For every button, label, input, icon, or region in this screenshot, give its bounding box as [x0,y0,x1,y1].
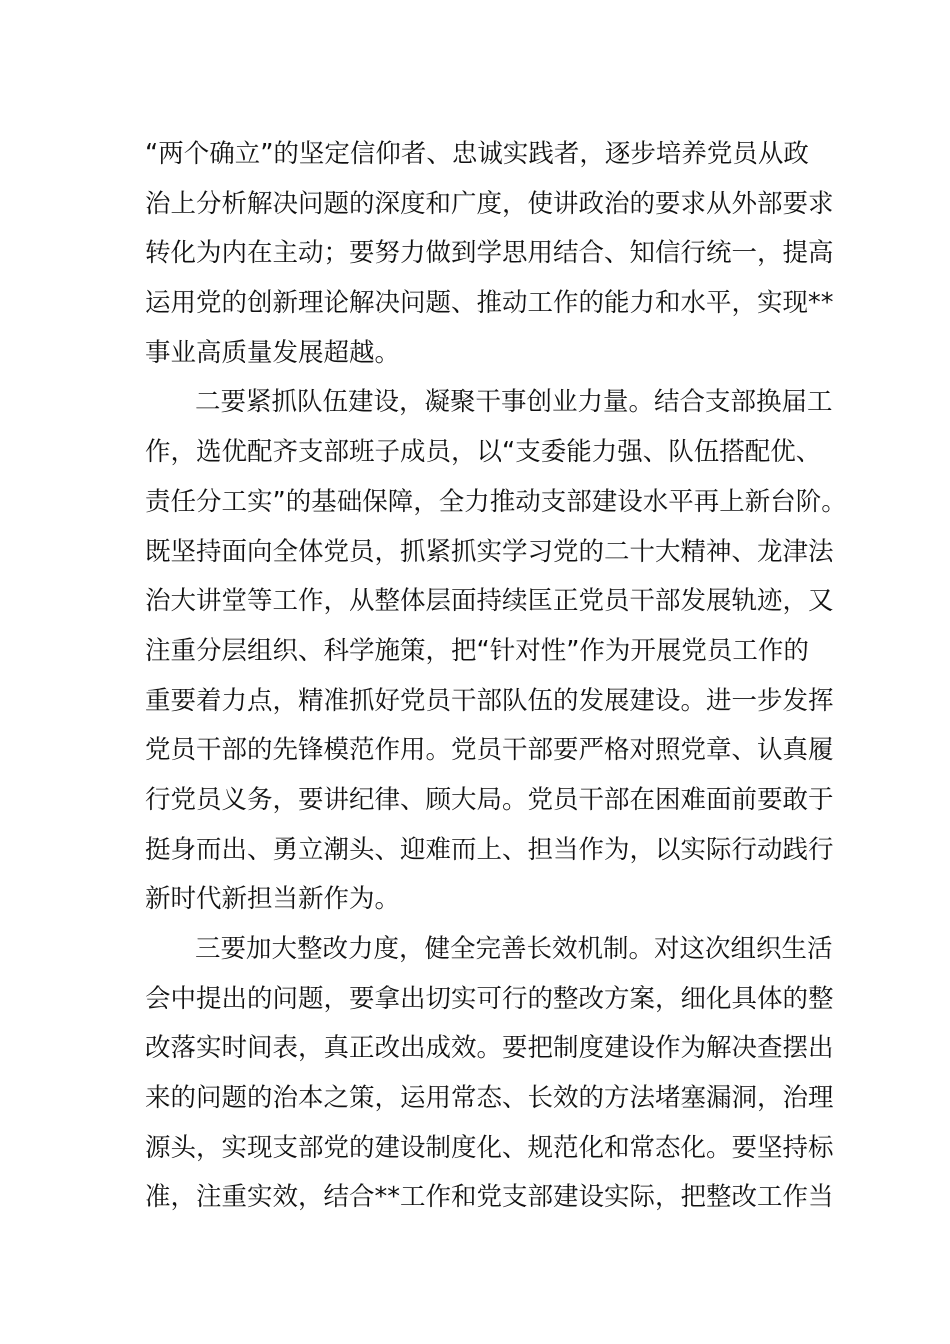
text-line: 注重分层组织、科学施策，把“针对性”作为开展党员工作的 [145,635,809,666]
text-line: 既坚持面向全体党员，抓紧抓实学习党的二十大精神、龙津法 [145,536,834,567]
text-line: 治上分析解决问题的深度和广度，使讲政治的要求从外部要求 [145,188,834,219]
text-line: 准，注重实效，结合**工作和党支部建设实际，把整改工作当 [145,1182,834,1213]
text-line: 事业高质量发展超越。 [145,337,401,368]
text-line: 挺身而出、勇立潮头、迎难而上、担当作为，以实际行动践行 [145,834,834,865]
text-line: 党员干部的先锋模范作用。党员干部要严格对照党章、认真履 [145,735,834,766]
text-line: 源头，实现支部党的建设制度化、规范化和常态化。要坚持标 [145,1132,834,1163]
paragraph-start-line: 三要加大整改力度，健全完善长效机制。对这次组织生活 [195,934,833,964]
body-text [145,130,847,1223]
text-line: 新时代新担当新作为。 [145,884,401,915]
paragraph-start-line: 二要紧抓队伍建设，凝聚干事创业力量。结合支部换届工 [195,387,833,418]
text-line: 运用党的创新理论解决问题、推动工作的能力和水平，实现** [145,288,834,319]
text-line: 改落实时间表，真正改出成效。要把制度建设作为解决查摆出 [145,1033,834,1064]
text-line: 重要着力点，精准抓好党员干部队伍的发展建设。进一步发挥 [145,685,834,716]
text-line: 行党员义务，要讲纪律、顾大局。党员干部在困难面前要敢于 [145,784,834,815]
text-line: 作，选优配齐支部班子成员，以“支委能力强、队伍搭配优、 [145,437,822,468]
text-line: 转化为内在主动；要努力做到学思用结合、知信行统一，提高 [145,238,834,269]
text-line: 治大讲堂等工作，从整体层面持续匡正党员干部发展轨迹，又 [145,586,834,617]
text-line: 责任分工实”的基础保障，全力推动支部建设水平再上新台阶。 [145,486,847,517]
text-line: “两个确立”的坚定信仰者、忠诚实践者，逐步培养党员从政 [145,139,809,169]
text-line: 会中提出的问题，要拿出切实可行的整改方案，细化具体的整 [145,983,834,1014]
text-line: 来的问题的治本之策，运用常态、长效的方法堵塞漏洞，治理 [145,1083,834,1114]
